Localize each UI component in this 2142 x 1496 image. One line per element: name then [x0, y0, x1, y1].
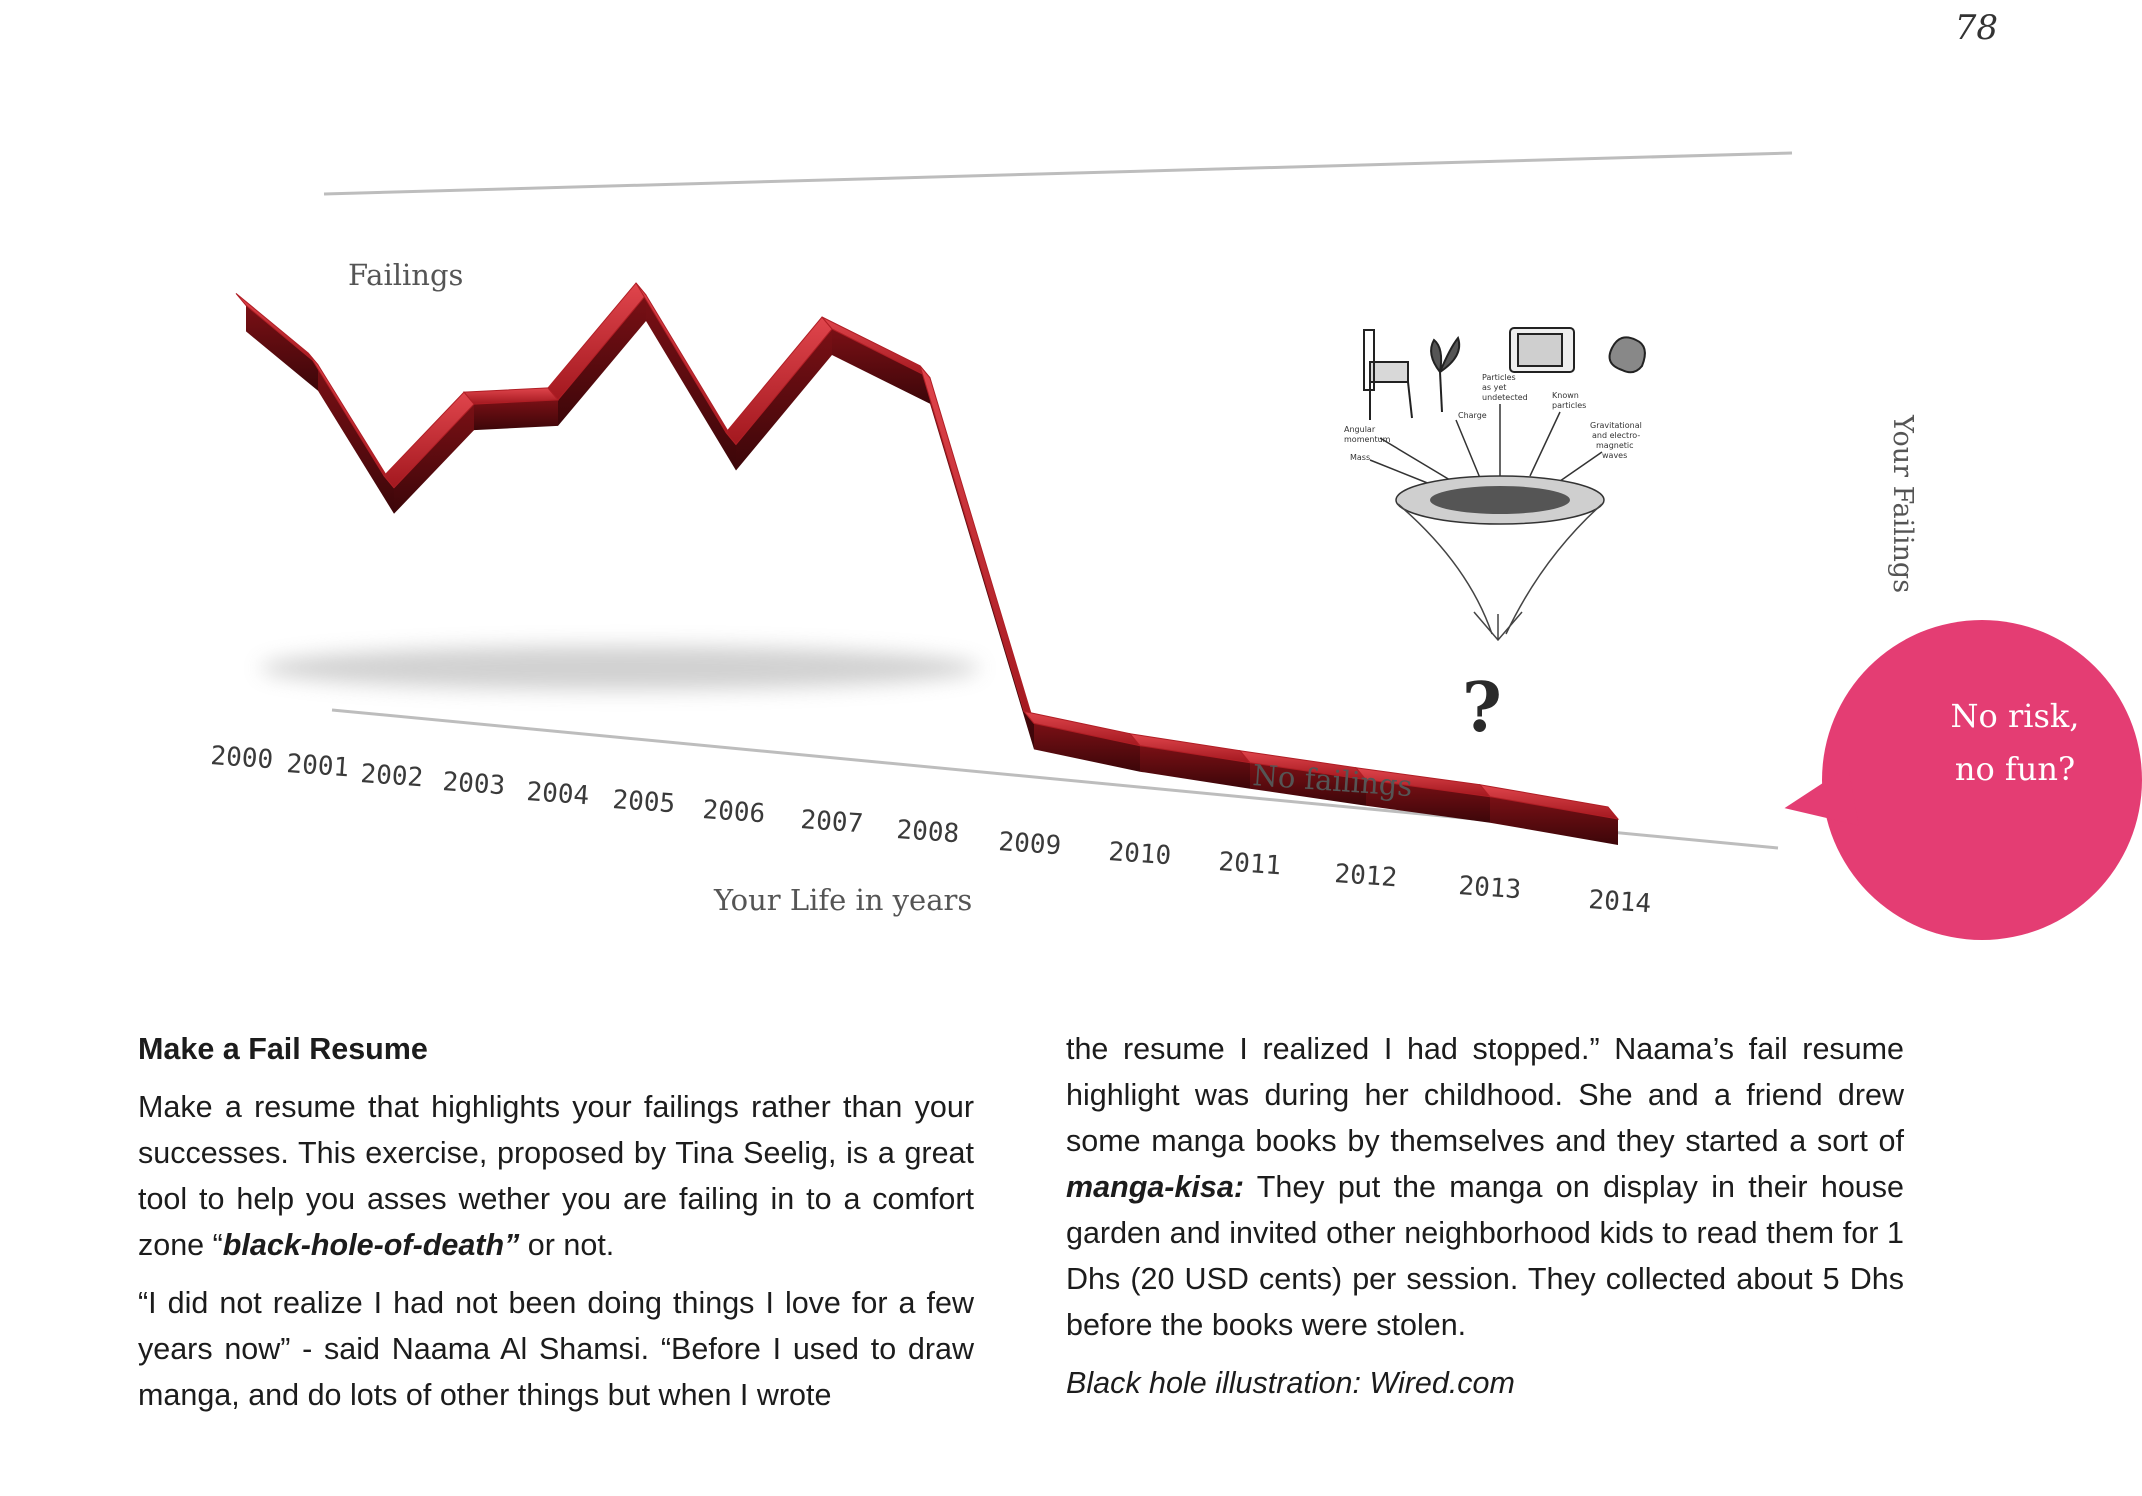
article-paragraph-3: the resume I realized I had stopped.” Naama’s fail resume highlight was during her childhood. She and a friend drew some manga books by themselves and they started a sort of manga-kisa: They put the manga on display in their house garden and invited other neighborhood kids to read them for 1 Dhs (20 USD cents) per session. They collected about 5 Dhs before the books were stolen. — [1066, 1032, 1904, 1342]
x-tick-label: 2011 — [1217, 847, 1283, 882]
bubble-line-2: no fun? — [1954, 750, 2076, 788]
ribbon-segment-top — [548, 283, 646, 400]
ribbon-segment-side — [246, 305, 318, 390]
svg-text:waves: waves — [1602, 451, 1628, 460]
article-column-left — [138, 1026, 974, 1430]
black-hole-icon — [1340, 320, 1680, 650]
x-tick-label: 2014 — [1587, 885, 1653, 920]
article-paragraph-1: Make a resume that highlights your failings rather than your successes. This exercise, proposed by Tina Seelig, is a great tool to help you asses wether you are failing in to a comfort zone “black-hole-of-death” or not. — [138, 1090, 974, 1262]
svg-text:Known: Known — [1552, 391, 1579, 400]
image-caption: Black hole illustration: Wired.com — [1066, 1366, 1515, 1400]
svg-text:undetected: undetected — [1482, 393, 1528, 402]
speech-bubble-tail — [1779, 766, 1858, 837]
x-axis-label: Your Life in years — [714, 883, 973, 917]
x-tick-label: 2006 — [701, 795, 767, 830]
x-tick-label: 2000 — [209, 741, 275, 776]
x-tick-label: 2003 — [441, 767, 507, 802]
ribbon-shadow — [260, 646, 980, 690]
svg-text:and electro-: and electro- — [1592, 431, 1641, 440]
svg-text:magnetic: magnetic — [1596, 441, 1634, 450]
x-tick-label: 2010 — [1107, 837, 1173, 872]
article-heading: Make a Fail Resume — [138, 1032, 428, 1066]
speech-bubble-text — [1900, 690, 2130, 796]
x-tick-label: 2007 — [799, 805, 865, 840]
top-plane-edge — [324, 153, 1792, 194]
article-paragraph-2: “I did not realize I had not been doing things I love for a few years now” - said Naama Al Shamsi. “Before I used to draw manga, and do lots of other things but when I wrote — [138, 1286, 974, 1412]
ribbon-segment-top — [308, 353, 394, 488]
x-tick-label: 2012 — [1333, 859, 1399, 894]
svg-text:Particles: Particles — [1482, 373, 1516, 382]
svg-text:Mass: Mass — [1350, 453, 1371, 462]
svg-text:Charge: Charge — [1458, 411, 1487, 420]
article-column-right — [1066, 1026, 1904, 1418]
page-number: 78 — [1954, 8, 1998, 48]
ribbon-segment-top — [726, 317, 832, 445]
x-tick-label: 2004 — [525, 777, 591, 812]
svg-text:Angular: Angular — [1344, 425, 1376, 434]
y-axis-label: Failings — [348, 258, 464, 292]
baseline-label: No failings — [1251, 758, 1414, 804]
y-axis-label-right: Your Failings — [1887, 415, 1918, 594]
x-tick-label: 2009 — [997, 827, 1063, 862]
svg-text:as yet: as yet — [1482, 383, 1507, 392]
ribbon-segment-top — [636, 283, 736, 445]
x-tick-label: 2002 — [359, 759, 425, 794]
emphasis-black-hole: black-hole-of-death” — [222, 1228, 520, 1262]
question-mark: ? — [1462, 668, 1502, 748]
svg-text:momentum: momentum — [1344, 435, 1391, 444]
x-tick-label: 2008 — [895, 815, 961, 850]
svg-text:Gravitational: Gravitational — [1590, 421, 1642, 430]
ribbon-segment-side — [736, 329, 832, 471]
emphasis-manga-kisa: manga-kisa: — [1066, 1170, 1244, 1204]
bubble-line-1: No risk, — [1950, 697, 2080, 735]
ribbon-segment-side — [474, 400, 558, 430]
x-tick-label: 2001 — [285, 749, 351, 784]
x-tick-label: 2013 — [1457, 871, 1523, 906]
svg-text:particles: particles — [1552, 401, 1587, 410]
x-tick-label: 2005 — [611, 785, 677, 820]
